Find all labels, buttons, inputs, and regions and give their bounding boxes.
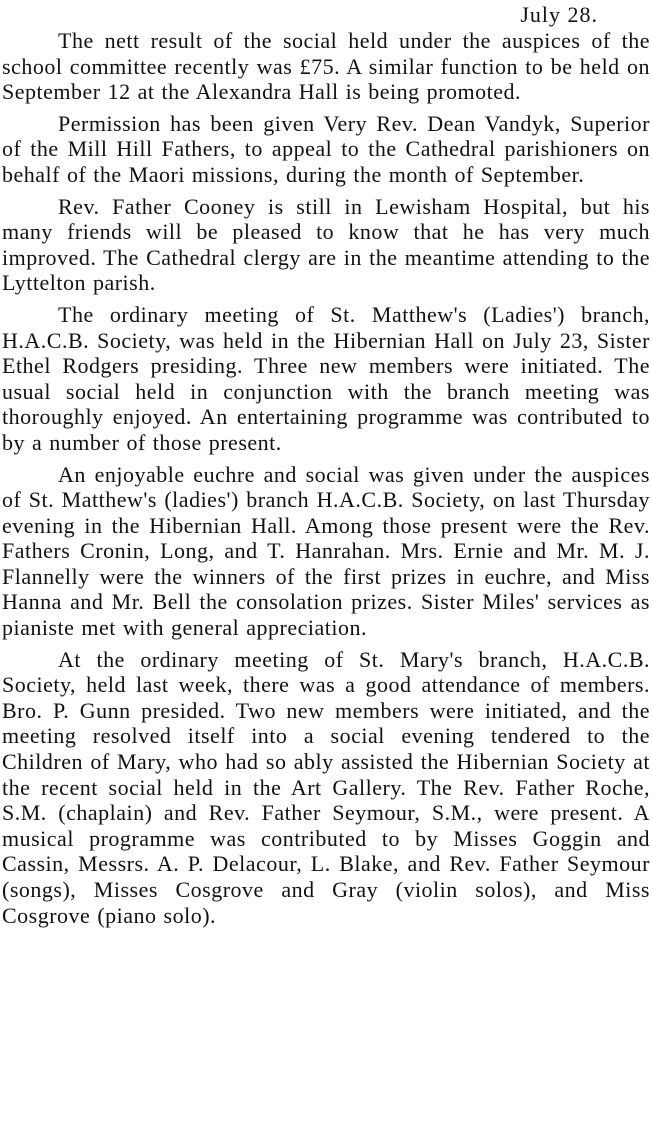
paragraph-father-cooney: Rev. Father Cooney is still in Lewisham Hospital, but his many friends will be pleased to know that he has very much improved. The Cathedral clergy are in the meantime attending to the Lyttelton parish.	[2, 193, 650, 296]
paragraph-st-marys-meeting: At the ordinary meeting of St. Mary's branch, H.A.C.B. Society, held last week, there was a good attendance of members. Bro. P. Gunn presided. Two new members were initiated, and the meeting resolved itself into a social evening tendered to the Children of Mary, who had so ably assisted the Hibernian Society at the recent social held in the Art Gallery. The Rev. Father Roche, S.M. (chaplain) and Rev. Father Seymour, S.M., were present. A musical programme was contributed to by Misses Goggin and Cassin, Messrs. A. P. Delacour, L. Blake, and Rev. Father Seymour (songs), Misses Cosgrove and Gray (violin solos), and Miss Cosgrove (piano solo).	[2, 646, 650, 928]
paragraph-euchre-social: An enjoyable euchre and social was given under the auspices of St. Matthew's (ladies') branch H.A.C.B. Society, on last Thursday evening in the Hibernian Hall. Among those present were the Rev. Fathers Cronin, Long, and T. Hanrahan. Mrs. Ernie and Mr. M. J. Flannelly were the winners of the first prizes in euchre, and Miss Hanna and Mr. Bell the consolation prizes. Sister Miles' services as pianiste met with general appreciation.	[2, 461, 650, 641]
dateline: July 28.	[520, 2, 598, 27]
paragraph-maori-missions: Permission has been given Very Rev. Dean Vandyk, Superior of the Mill Hill Fathers, to appeal to the Cathedral parishioners on behalf of the Maori missions, during the month of September.	[2, 110, 650, 187]
paragraph-st-matthews-meeting: The ordinary meeting of St. Matthew's (Ladies') branch, H.A.C.B. Society, was held in the Hibernian Hall on July 23, Sister Ethel Rodgers presiding. Three new members were initiated. The usual social held in conjunction with the branch meeting was thoroughly enjoyed. An entertaining programme was contributed to by a number of those present.	[2, 301, 650, 455]
paragraph-social-result: The nett result of the social held under the auspices of the school committee recently was £75. A similar function to be held on September 12 at the Alexandra Hall is being promoted.	[2, 28, 650, 105]
